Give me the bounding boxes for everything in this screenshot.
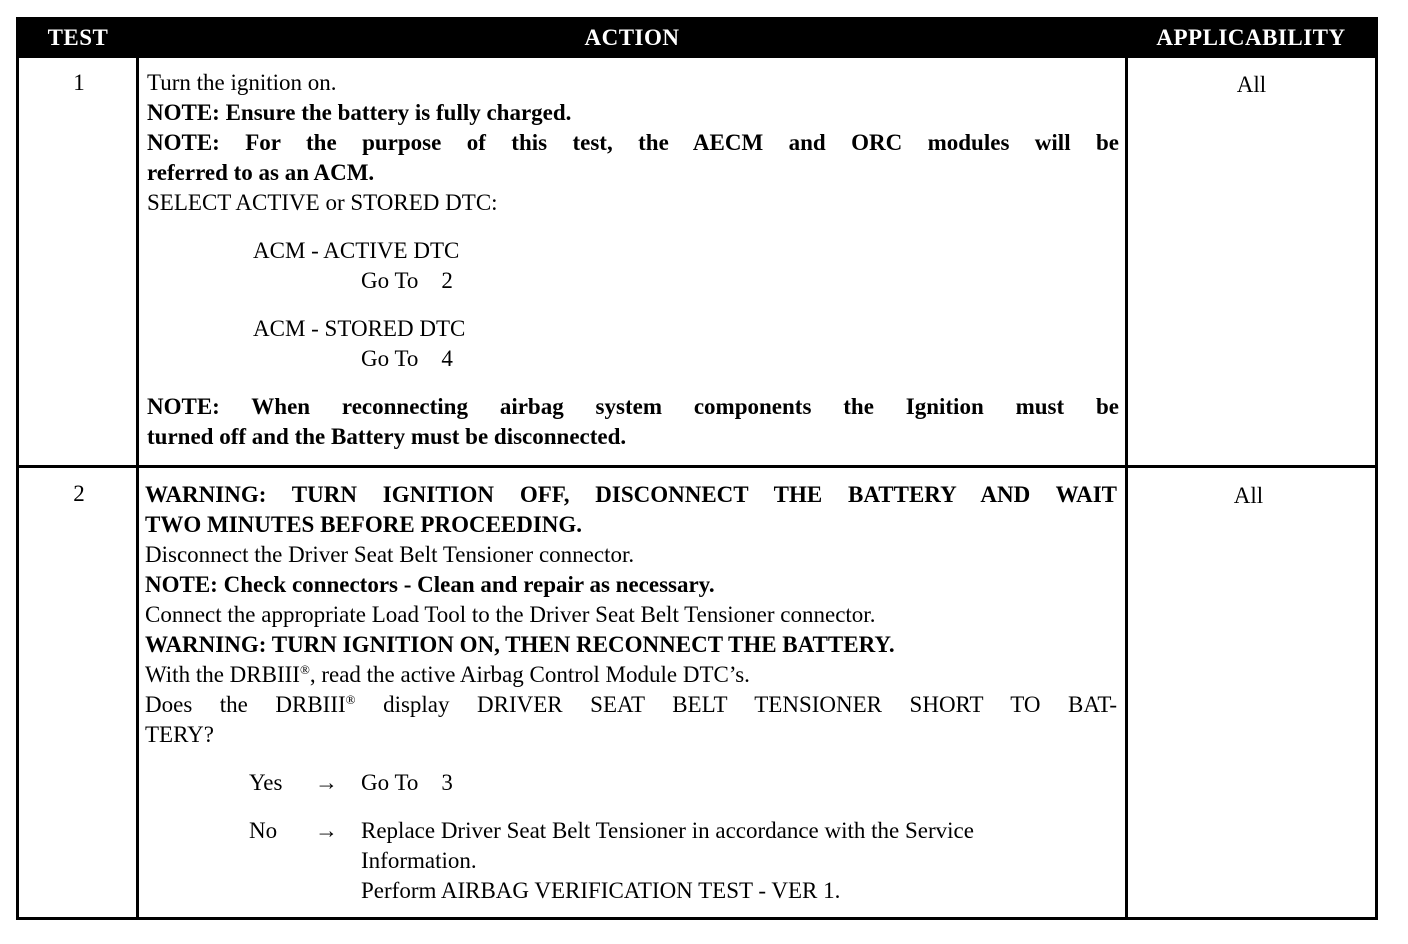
row-1-note: turned off and the Battery must be disconnected. — [147, 424, 627, 449]
row-2-line: TERY? — [145, 722, 214, 747]
no-text: Information. — [361, 848, 477, 873]
yes-label: Yes — [249, 770, 283, 795]
row-1-option: ACM - STORED DTC — [253, 316, 466, 341]
row-2-warning: TWO MINUTES BEFORE PROCEEDING. — [145, 512, 583, 537]
row-2-action — [145, 480, 1117, 906]
row-2-line: Does the DRBIII® display DRIVER SEAT BELT TENSIONER SHORT TO BAT- — [145, 692, 1117, 717]
yes-branch — [145, 768, 1117, 798]
row-1-note: NOTE: For the purpose of this test, the AECM and ORC modules will be — [147, 130, 1119, 155]
row-2-applicability: All — [1233, 483, 1264, 508]
row-2-test-number: 2 — [73, 481, 85, 506]
row-1-action — [147, 68, 1119, 452]
row-1-option: ACM - ACTIVE DTC — [253, 238, 460, 263]
yes-goto: Go To 3 — [361, 770, 453, 795]
right-arrow-icon: → — [315, 818, 338, 843]
row-2-line: Disconnect the Driver Seat Belt Tensioner connector. — [145, 542, 635, 567]
row-divider — [19, 465, 1375, 468]
row-2-warning: WARNING: TURN IGNITION ON, THEN RECONNECT THE BATTERY. — [145, 632, 895, 657]
right-arrow-icon: → — [315, 770, 338, 795]
row-1-line: SELECT ACTIVE or STORED DTC: — [147, 190, 498, 215]
row-2-warning: WARNING: TURN IGNITION OFF, DISCONNECT THE BATTERY AND WAIT — [145, 482, 1117, 507]
row-2-line: Connect the appropriate Load Tool to the Driver Seat Belt Tensioner connector. — [145, 602, 876, 627]
no-label: No — [249, 818, 278, 843]
table-header — [19, 20, 1375, 58]
row-2-line: With the DRBIII®, read the active Airbag Control Module DTC’s. — [145, 662, 750, 687]
header-action: ACTION — [584, 25, 680, 50]
row-1-option-goto: Go To 2 — [361, 268, 453, 293]
header-applicability: APPLICABILITY — [1156, 25, 1346, 50]
no-text: Perform AIRBAG VERIFICATION TEST - VER 1. — [361, 878, 841, 903]
header-test: TEST — [47, 25, 109, 50]
row-1-note: NOTE: Ensure the battery is fully charged. — [147, 100, 572, 125]
row-1-option-goto: Go To 4 — [361, 346, 453, 371]
no-text: Replace Driver Seat Belt Tensioner in accordance with the Service — [361, 818, 974, 843]
no-branch — [145, 816, 1117, 906]
row-1-test-number: 1 — [73, 70, 85, 95]
row-1-applicability: All — [1236, 72, 1267, 97]
row-1-note: NOTE: When reconnecting airbag system components the Ignition must be — [147, 394, 1119, 419]
row-1-line: Turn the ignition on. — [147, 70, 337, 95]
row-1-note: referred to as an ACM. — [147, 160, 375, 185]
row-2-note: NOTE: Check connectors - Clean and repair as necessary. — [145, 572, 715, 597]
diagnostic-test-table — [16, 17, 1378, 920]
